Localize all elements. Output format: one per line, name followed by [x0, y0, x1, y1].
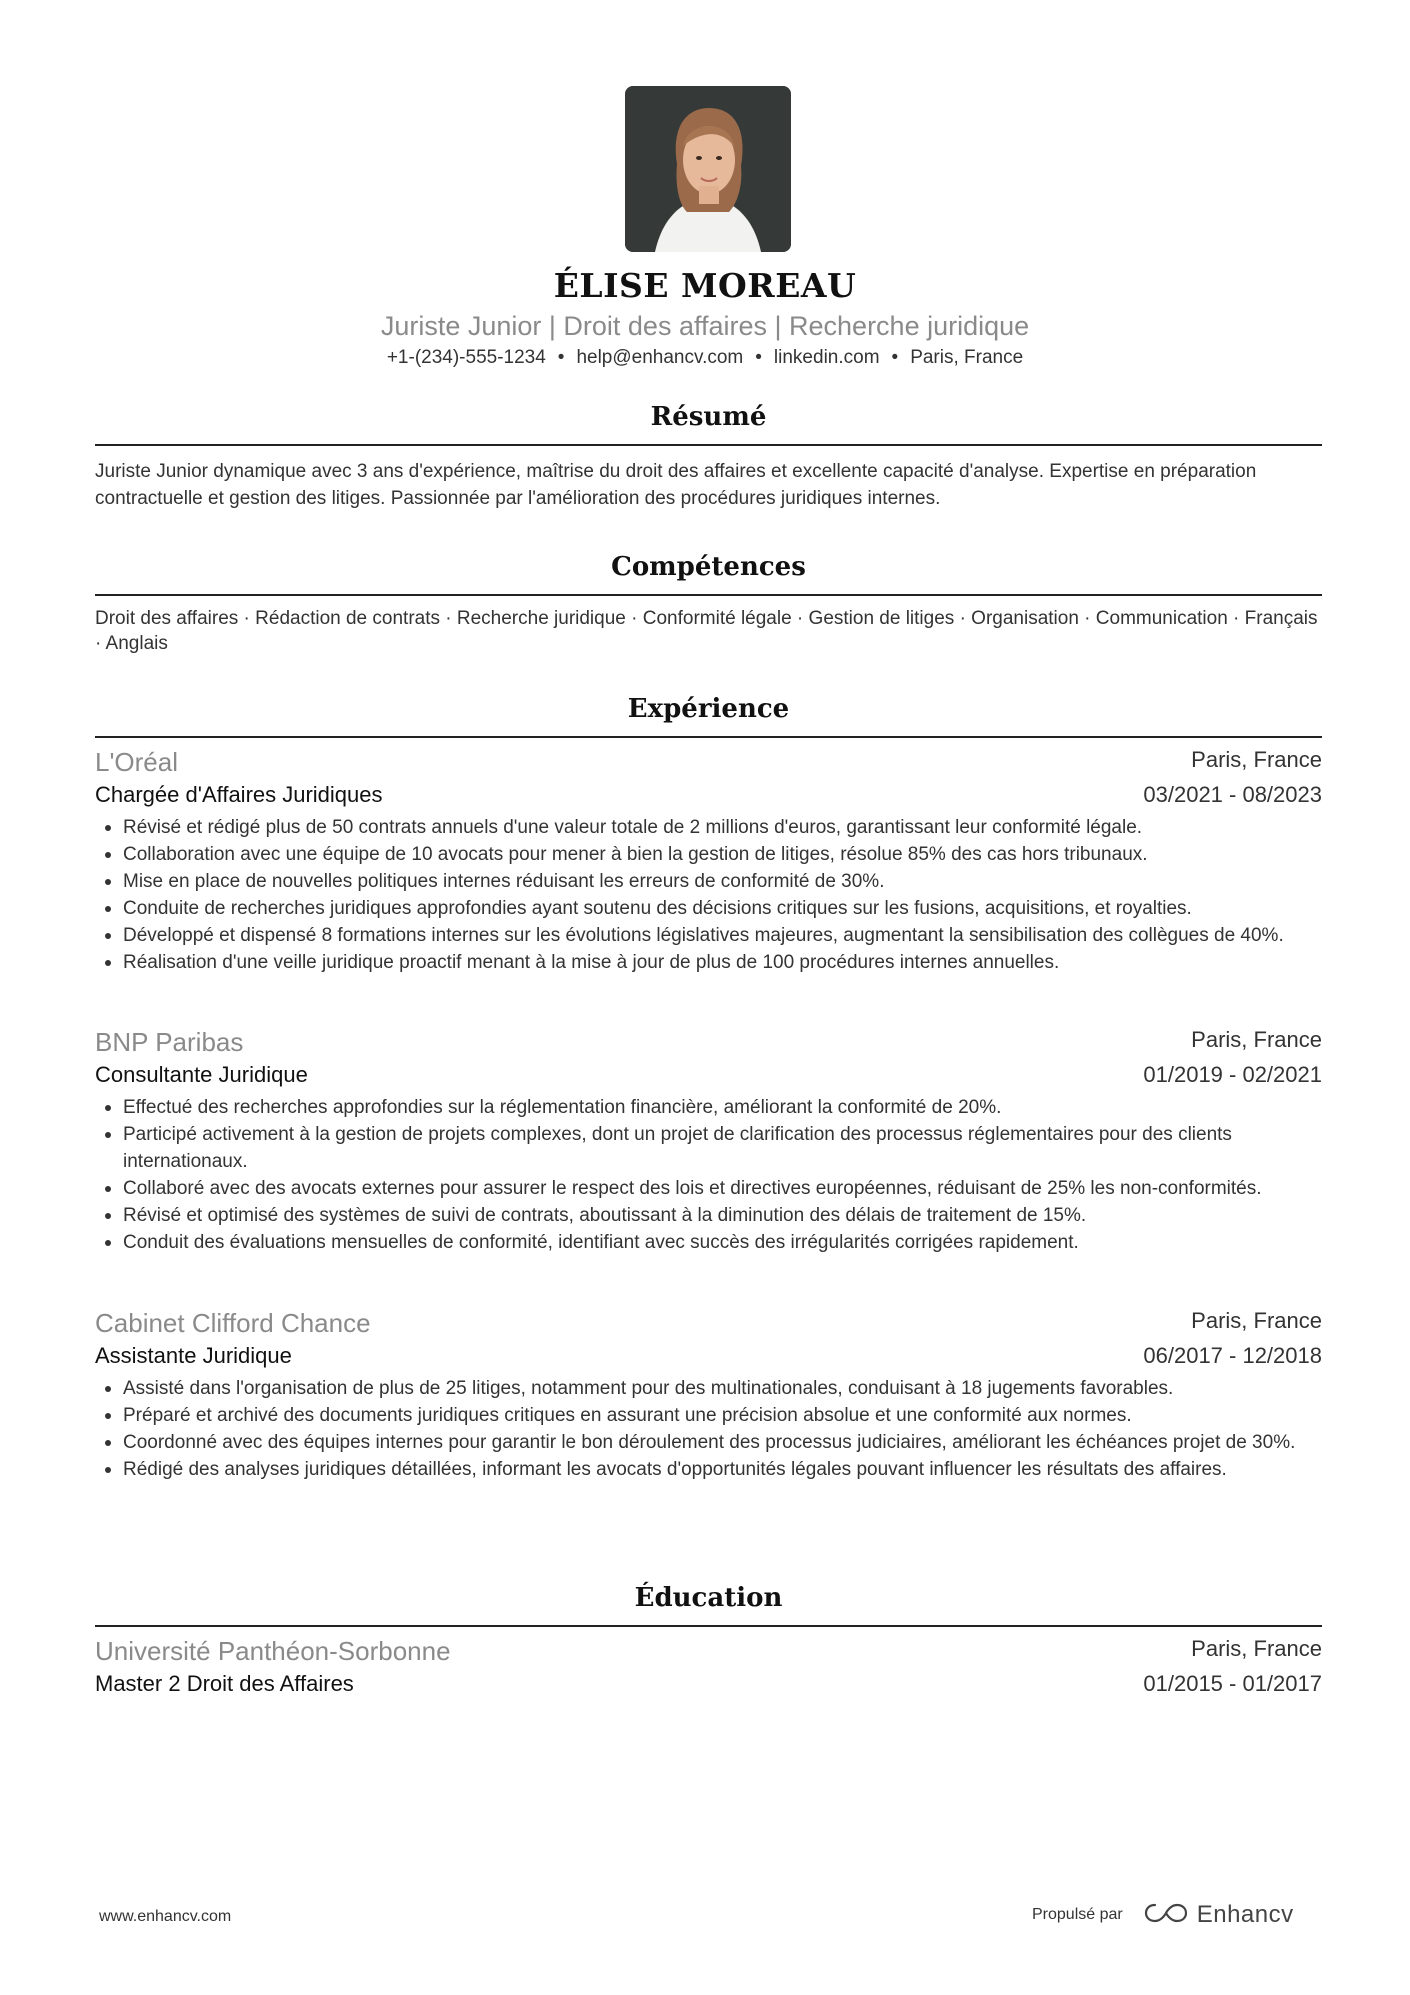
- summary-heading: Résumé: [650, 402, 767, 432]
- contact-line: [0, 347, 1410, 369]
- list-item: Révisé et rédigé plus de 50 contrats annuels d'une valeur totale de 2 millions d'euros, garantissant leur conformité légale.: [123, 814, 1322, 841]
- list-item: Développé et dispensé 8 formations internes sur les évolutions législatives majeures, augmentant la sensibilisation des collègues de 40%.: [123, 922, 1322, 949]
- section-divider: [95, 594, 1322, 596]
- list-item: Conduite de recherches juridiques approfondies ayant soutenu des décisions critiques sur les fusions, acquisitions, et royalties.: [123, 895, 1322, 922]
- job-dates: 06/2017 - 12/2018: [1143, 1343, 1322, 1368]
- school-name: Université Panthéon-Sorbonne: [95, 1636, 451, 1666]
- list-item: Assisté dans l'organisation de plus de 25 litiges, notamment pour des multinationales, conduisant à 18 jugements favorables.: [123, 1375, 1322, 1402]
- experience-heading: Expérience: [627, 694, 790, 724]
- job-title: Consultante Juridique: [95, 1062, 308, 1087]
- footer-website-link[interactable]: www.enhancv.com: [99, 1908, 232, 1925]
- experience-entry: [95, 1027, 1322, 1256]
- job-bullets: [95, 1375, 1322, 1483]
- list-item: Rédigé des analyses juridiques détaillées, informant les avocats d'opportunités légales pouvant influencer les résultats des affaires.: [123, 1456, 1322, 1483]
- list-item: Conduit des évaluations mensuelles de conformité, identifiant avec succès des irrégularités corrigées rapidement.: [123, 1229, 1322, 1256]
- education-heading: Éducation: [634, 1583, 783, 1613]
- footer-branding[interactable]: [1032, 1900, 1294, 1930]
- contact-email[interactable]: help@enhancv.com: [576, 347, 744, 368]
- candidate-name: ÉLISE MOREAU: [553, 266, 857, 305]
- list-item: Coordonné avec des équipes internes pour garantir le bon déroulement des processus judiciaires, améliorant les échéances projet de 30%.: [123, 1429, 1322, 1456]
- powered-by-label: Propulsé par: [1032, 1906, 1123, 1923]
- list-item: Collaboration avec une équipe de 10 avocats pour mener à bien la gestion de litiges, résolue 85% des cas hors tribunaux.: [123, 841, 1322, 868]
- list-item: Réalisation d'une veille juridique proactif menant à la mise à jour de plus de 100 procédures internes annuelles.: [123, 949, 1322, 976]
- section-divider: [95, 1625, 1322, 1627]
- job-location: Paris, France: [1191, 1027, 1322, 1052]
- list-item: Révisé et optimisé des systèmes de suivi de contrats, aboutissant à la diminution des délais de traitement de 15%.: [123, 1202, 1322, 1229]
- education-dates: 01/2015 - 01/2017: [1143, 1671, 1322, 1696]
- company-name: BNP Paribas: [95, 1027, 244, 1057]
- job-title: Chargée d'Affaires Juridiques: [95, 782, 383, 807]
- list-item: Participé activement à la gestion de projets complexes, dont un projet de clarification des processus réglementaires pour des clients internationaux.: [123, 1121, 1322, 1175]
- list-item: Collaboré avec des avocats externes pour assurer le respect des lois et directives européennes, réduisant de 25% les non-conformités.: [123, 1175, 1322, 1202]
- job-title: Assistante Juridique: [95, 1343, 292, 1368]
- profile-photo: [625, 86, 791, 252]
- skills-text: Droit des affaires · Rédaction de contrats · Recherche juridique · Conformité légale · Gestion de litiges · Organisation · Communication · Français · Anglais: [95, 608, 1318, 654]
- degree-title: Master 2 Droit des Affaires: [95, 1671, 354, 1696]
- list-item: Effectué des recherches approfondies sur la réglementation financière, améliorant la conformité de 20%.: [123, 1094, 1322, 1121]
- job-bullets: [95, 814, 1322, 976]
- separator-dot: •: [557, 347, 565, 368]
- company-name: Cabinet Clifford Chance: [95, 1308, 371, 1338]
- contact-phone[interactable]: +1-(234)-555-1234: [386, 347, 546, 368]
- job-location: Paris, France: [1191, 747, 1322, 772]
- experience-entry: [95, 1308, 1322, 1483]
- section-divider: [95, 736, 1322, 738]
- job-dates: 03/2021 - 08/2023: [1143, 782, 1322, 807]
- school-location: Paris, France: [1191, 1636, 1322, 1661]
- separator-dot: •: [891, 347, 899, 368]
- list-item: Préparé et archivé des documents juridiques critiques en assurant une précision absolue et une conformité aux normes.: [123, 1402, 1322, 1429]
- enhancv-logo-icon: [1143, 1901, 1189, 1930]
- skills-heading: Compétences: [611, 552, 806, 582]
- education-entry: [95, 1636, 1322, 1703]
- brand-name: Enhancv: [1196, 1901, 1294, 1928]
- experience-entry: [95, 747, 1322, 976]
- summary-text: Juriste Junior dynamique avec 3 ans d'expérience, maîtrise du droit des affaires et excellente capacité d'analyse. Expertise en préparation contractuelle et gestion des litiges. Passionnée par l'amélioration des procédures juridiques internes.: [95, 461, 1257, 509]
- contact-linkedin[interactable]: linkedin.com: [773, 347, 880, 368]
- list-item: Mise en place de nouvelles politiques internes réduisant les erreurs de conformité de 30%.: [123, 868, 1322, 895]
- company-name: L'Oréal: [95, 747, 179, 777]
- job-bullets: [95, 1094, 1322, 1256]
- section-divider: [95, 444, 1322, 446]
- job-dates: 01/2019 - 02/2021: [1143, 1062, 1322, 1087]
- candidate-tagline: Juriste Junior | Droit des affaires | Recherche juridique: [380, 311, 1030, 341]
- contact-location: Paris, France: [910, 347, 1024, 368]
- separator-dot: •: [755, 347, 762, 368]
- job-location: Paris, France: [1191, 1308, 1322, 1333]
